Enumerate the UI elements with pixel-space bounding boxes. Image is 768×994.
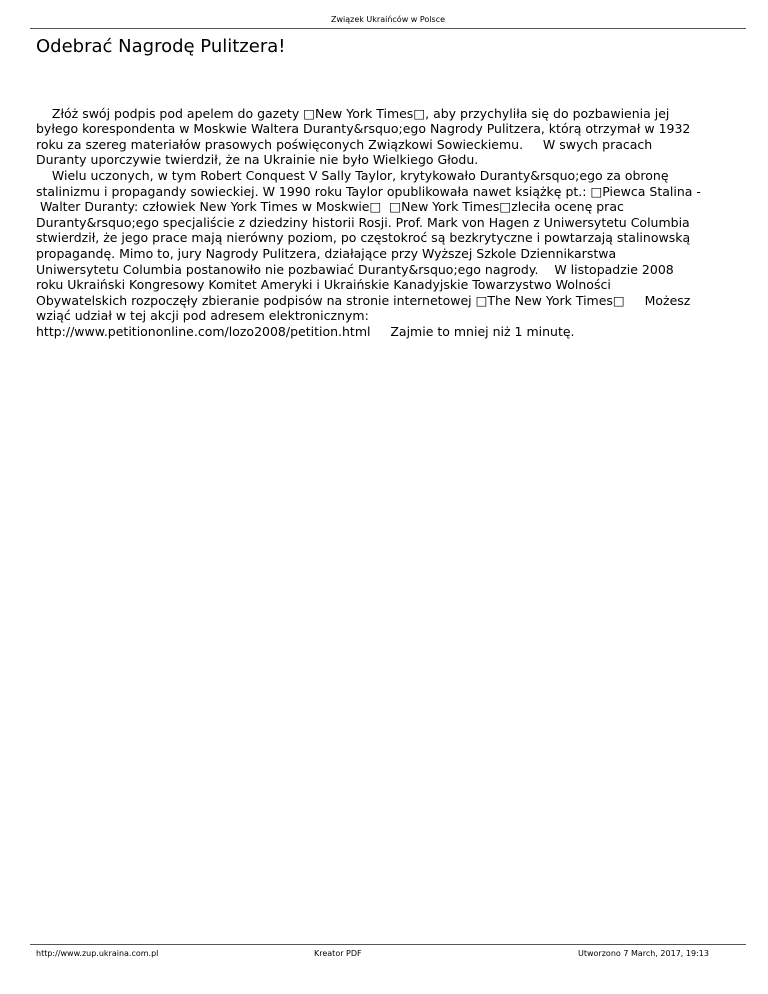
article-line: byłego korespondenta w Moskwie Waltera Duranty&rsquo;ego Nagrody Pulitzera, którą otrzymał w 1932	[36, 121, 691, 137]
article-line: Uniwersytetu Columbia postanowiło nie pozbawiać Duranty&rsquo;ego nagrody. W listopadzie 2008	[36, 261, 674, 277]
article-line: stwierdził, że jego prace mają nierówny poziom, po częstokroć są bezkrytyczne i powtarzają stalinowską	[36, 230, 691, 246]
article-line: roku za szereg materiałów prasowych poświęconych Związkowi Sowieckiemu. W swych pracach	[36, 136, 653, 152]
footer-url: http://www.zup.ukraina.com.pl	[36, 949, 159, 958]
article-title: Odebrać Nagrodę Pulitzera!	[36, 36, 286, 57]
article-line: stalinizmu i propagandy sowieckiej. W 1990 roku Taylor opublikowała nawet książkę pt.: □Piewca Stalina -	[36, 183, 701, 199]
article-line: Duranty uporczywie twierdził, że na Ukrainie nie było Wielkiego Głodu.	[36, 152, 479, 168]
page-header: Związek Ukraińców w Polsce	[330, 15, 446, 24]
header-divider	[30, 28, 746, 29]
article-line: Duranty&rsquo;ego specjaliście z dziedziny historii Rosji. Prof. Mark von Hagen z Uniwersytetu Columbia	[36, 214, 690, 230]
article-line: http://www.petitiononline.com/lozo2008/petition.html Zajmie to mniej niż 1 minutę.	[36, 323, 575, 339]
article-body	[36, 90, 746, 355]
article-line: Obywatelskich rozpoczęły zbieranie podpisów na stronie internetowej □The New York Times□ Możesz	[36, 292, 691, 308]
article-line: Wielu uczonych, w tym Robert Conquest V Sally Taylor, krytykowało Duranty&rsquo;ego za obronę	[36, 167, 669, 183]
article-line: Walter Duranty: człowiek New York Times w Moskwie□ □New York Times□zleciła ocenę prac	[36, 199, 624, 215]
article-line: Złóż swój podpis pod apelem do gazety □New York Times□, aby przychyliła się do pozbawienia jej	[36, 105, 670, 121]
footer-created-date: Utworzono 7 March, 2017, 19:13	[578, 949, 709, 958]
article-line: roku Ukraiński Kongresowy Komitet Ameryki i Ukraińskie Kanadyjskie Towarzystwo Wolności	[36, 277, 611, 293]
article-line: propagandę. Mimo to, jury Nagrody Pulitzera, działające przy Wyższej Szkole Dziennikarstwa	[36, 245, 617, 261]
footer-divider	[30, 944, 746, 945]
article-line: wziąć udział w tej akcji pod adresem elektronicznym:	[36, 308, 369, 324]
footer-generator: Kreator PDF	[314, 949, 362, 958]
